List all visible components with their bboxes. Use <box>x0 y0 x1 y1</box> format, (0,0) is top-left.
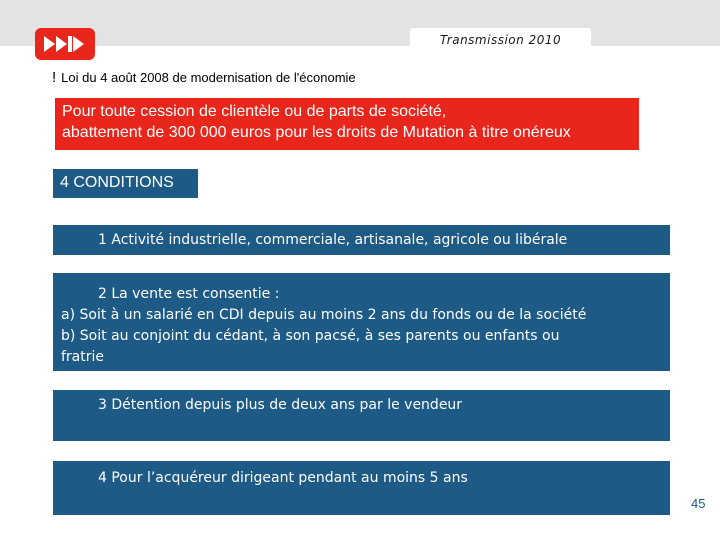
subtitle-bullet: ! <box>52 69 57 86</box>
highlight-line-1: Pour toute cession de clientèle ou de parts de société, <box>62 103 447 120</box>
condition-3-text: 3 Détention depuis plus de deux ans par le vendeur <box>98 397 463 413</box>
page-number: 45 <box>691 496 706 511</box>
fast-forward-logo-icon <box>35 28 95 60</box>
condition-2-title: 2 La vente est consentie : <box>98 286 280 302</box>
slide-subtitle <box>52 69 356 86</box>
condition-2-line-c: fratrie <box>61 349 105 365</box>
condition-2-line-b: b) Soit au conjoint du cédant, à son pacsé, à ses parents ou enfants ou <box>61 328 560 344</box>
header-band <box>0 0 720 46</box>
condition-4-text: 4 Pour l’acquéreur dirigeant pendant au moins 5 ans <box>98 470 468 486</box>
condition-box-4 <box>53 461 670 515</box>
condition-box-2 <box>53 273 670 371</box>
condition-box-3 <box>53 390 670 441</box>
section-tab-label: Transmission 2010 <box>439 33 562 47</box>
subtitle-text: Loi du 4 août 2008 de modernisation de l'économie <box>61 70 356 85</box>
condition-1-text: 1 Activité industrielle, commerciale, artisanale, agricole ou libérale <box>98 232 568 248</box>
conditions-heading: 4 CONDITIONS <box>53 169 198 198</box>
highlight-box <box>55 98 639 150</box>
condition-2-line-a: a) Soit à un salarié en CDI depuis au moins 2 ans du fonds ou de la société <box>61 307 587 323</box>
section-tab <box>410 28 591 48</box>
condition-box-1 <box>53 225 670 255</box>
highlight-line-2: abattement de 300 000 euros pour les droits de Mutation à titre onéreux <box>62 124 571 141</box>
